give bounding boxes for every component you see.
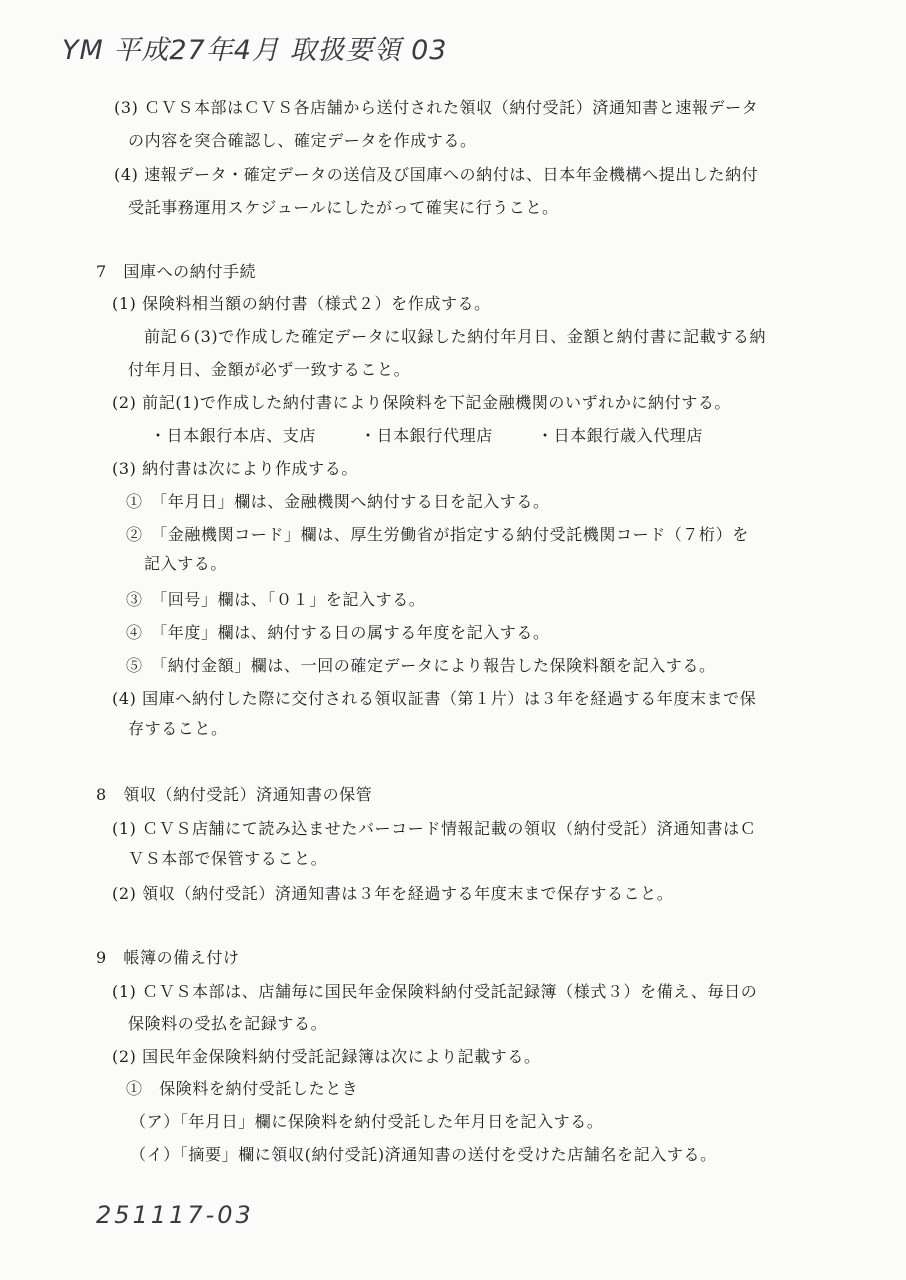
section-heading: 8 領収（納付受託）済通知書の保管 [96, 785, 373, 804]
text-line: ② 「金融機関コード」欄は、厚生労働省が指定する納付受託機関コード（７桁）を [126, 525, 749, 544]
text-line: (4) 国庫へ納付した際に交付される領収証書（第１片）は３年を経過する年度末まで保 [112, 689, 757, 708]
text-line: ① 保険料を納付受託したとき [126, 1079, 359, 1098]
bank-list-item: ・日本銀行代理店 [360, 426, 493, 445]
text-line: (4) 速報データ・確定データの送信及び国庫への納付は、日本年金機構へ提出した納付 [114, 165, 759, 184]
text-line: ⑤ 「納付金額」欄は、一回の確定データにより報告した保険料額を記入する。 [126, 656, 716, 675]
text-line: ① 「年月日」欄は、金融機関へ納付する日を記入する。 [126, 492, 550, 511]
section-heading: 9 帳簿の備え付け [96, 948, 240, 967]
text-line: の内容を突合確認し、確定データを作成する。 [128, 131, 477, 150]
text-line: 受託事務運用スケジュールにしたがって確実に行うこと。 [128, 198, 559, 217]
text-line: (3) ＣＶＳ本部はＣＶＳ各店舗から送付された領収（納付受託）済通知書と速報データ [114, 98, 759, 117]
text-line: 付年月日、金額が必ず一致すること。 [128, 360, 411, 379]
text-line: 記入する。 [144, 554, 228, 573]
text-line: 存すること。 [128, 719, 228, 738]
handwritten-header: YM 平成27年4月 取扱要領 03 [62, 35, 448, 66]
text-line: (1) ＣＶＳ本部は、店舗毎に国民年金保険料納付受託記録簿（様式３）を備え、毎日の [112, 982, 758, 1001]
text-line: 前記６(3)で作成した確定データに収録した納付年月日、金額と納付書に記載する納 [144, 327, 767, 346]
bank-list-item: ・日本銀行歳入代理店 [537, 426, 704, 445]
text-line: (3) 納付書は次により作成する。 [112, 459, 358, 478]
text-line: (2) 国民年金保険料納付受託記録簿は次により記載する。 [112, 1047, 541, 1066]
text-line: ③ 「回号」欄は、「０１」を記入する。 [126, 590, 426, 609]
text-line: （イ）「摘要」欄に領収(納付受託)済通知書の送付を受けた店舗名を記入する。 [130, 1145, 717, 1164]
bank-list [0, 425, 906, 447]
text-line: (2) 領収（納付受託）済通知書は３年を経過する年度末まで保存すること。 [112, 884, 674, 903]
text-line: （ア）「年月日」欄に保険料を納付受託した年月日を記入する。 [130, 1112, 604, 1131]
text-line: 保険料の受払を記録する。 [128, 1014, 328, 1033]
handwritten-footer: 251117-03 [96, 1201, 254, 1229]
text-line: (2) 前記(1)で作成した納付書により保険料を下記金融機関のいずれかに納付する。 [112, 393, 732, 412]
text-line: (1) 保険料相当額の納付書（様式２）を作成する。 [112, 294, 491, 313]
text-line: ＶＳ本部で保管すること。 [128, 849, 328, 868]
text-line: ④ 「年度」欄は、納付する日の属する年度を記入する。 [126, 623, 550, 642]
text-line: (1) ＣＶＳ店舗にて読み込ませたバーコード情報記載の領収（納付受託）済通知書はＣ [112, 819, 757, 838]
bank-list-item: ・日本銀行本店、支店 [150, 426, 317, 445]
section-heading: 7 国庫への納付手続 [96, 262, 257, 281]
